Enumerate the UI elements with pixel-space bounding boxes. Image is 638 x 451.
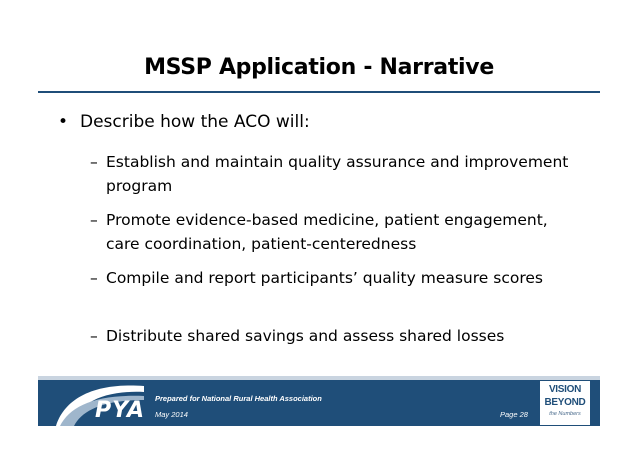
footer-prepared-for: Prepared for National Rural Health Association [155, 394, 322, 403]
dash-marker: – [90, 211, 98, 229]
subbullet-text: Distribute shared savings and assess shared losses [106, 327, 505, 345]
badge-line-2: BEYOND [544, 397, 586, 408]
footer-date: May 2014 [155, 410, 188, 419]
badge-line-3: the Numbers [549, 411, 581, 417]
badge-line-1: VISION [548, 384, 582, 395]
footer-page-number: Page 28 [500, 410, 528, 419]
dash-marker: – [90, 153, 98, 171]
vision-beyond-badge [540, 381, 590, 425]
slide-title: MSSP Application - Narrative [144, 55, 494, 80]
pya-logo-text: PYA [95, 398, 145, 423]
subbullet-text: Promote evidence-based medicine, patient engagement, care coordination, patient-centeredness [106, 211, 548, 253]
bullet-marker: • [58, 112, 69, 132]
subbullet-text: Establish and maintain quality assurance and improvement program [106, 153, 569, 195]
dash-marker: – [90, 327, 98, 345]
bullet-text: Describe how the ACO will: [80, 112, 310, 132]
dash-marker: – [90, 269, 98, 287]
subbullet-text: Compile and report participants’ quality measure scores [106, 269, 543, 287]
